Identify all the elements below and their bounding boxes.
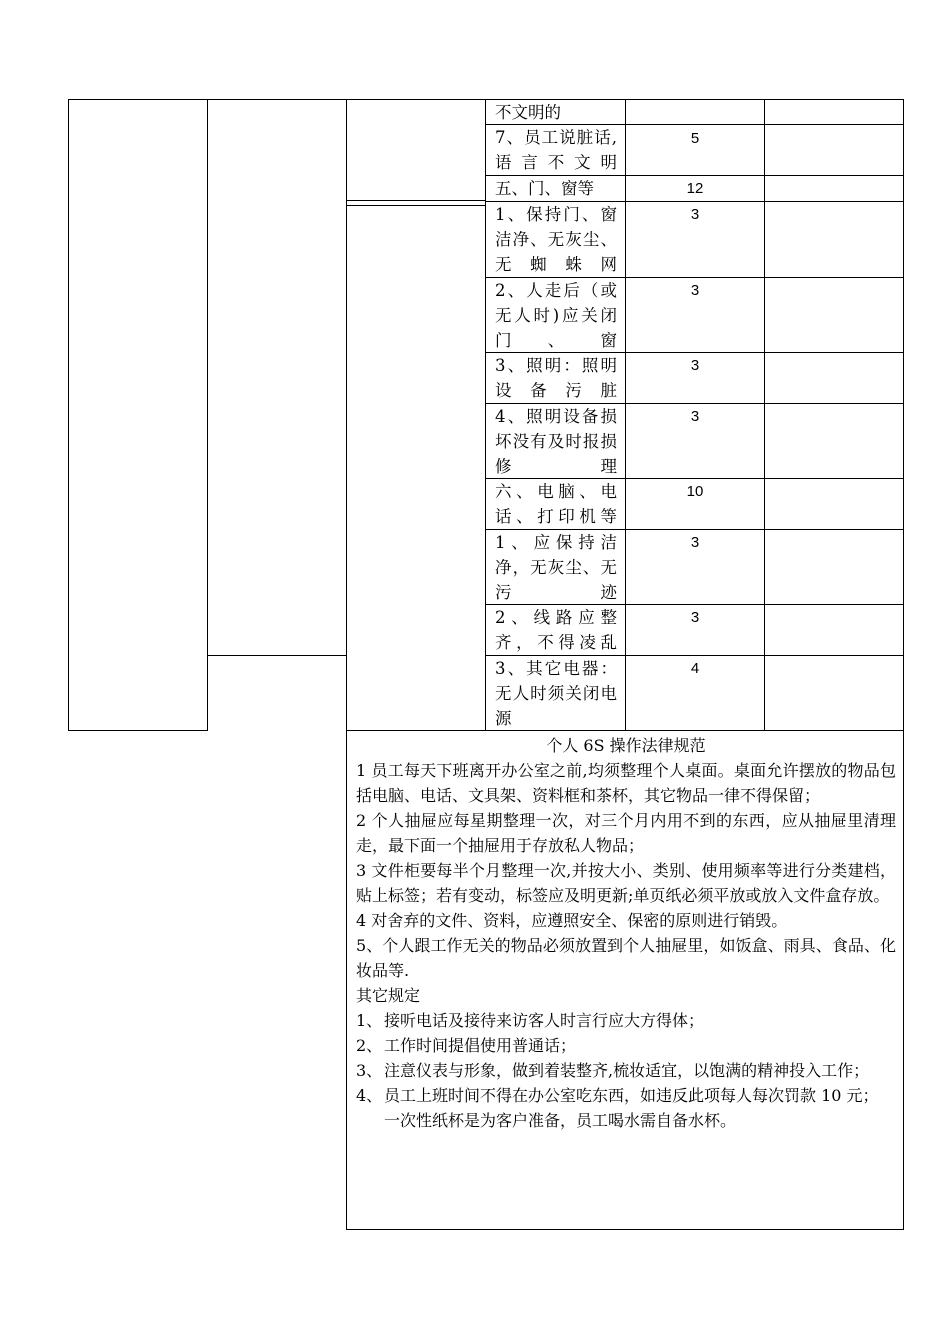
- table-item-cell: 3、其它电器：无人时须关闭电源: [495, 659, 617, 728]
- rules-paragraph: 2 个人抽屉应每星期整理一次，对三个月内用不到的东西，应从抽屉里清理走，最下面一个抽屉用于存放私人物品；: [356, 811, 896, 855]
- table-item-cell: 2、线路应整齐，不得凌乱: [495, 608, 617, 652]
- other-rules-heading: 其它规定: [356, 986, 421, 1005]
- table-item-cell: 1、应保持洁净，无灰尘、无污迹: [495, 533, 617, 602]
- closing-note: 一次性纸杯是为客户准备，员工喝水需自备水杯。: [384, 1111, 737, 1130]
- score-cell: 12: [686, 180, 704, 197]
- score-cell: 5: [690, 130, 700, 147]
- other-rule-item: 3、 注意仪表与形象，做到着装整齐,梳妆适宜，以饱满的精神投入工作；: [356, 1061, 870, 1080]
- table-item-cell: 六、电脑、电话、打印机等: [495, 482, 617, 526]
- score-cell: 3: [690, 534, 700, 551]
- rules-section: [356, 733, 896, 1133]
- table-item-cell: 7、员工说脏话,语言不文明: [495, 128, 617, 172]
- score-cell: 4: [690, 660, 700, 677]
- rules-paragraph: 3 文件柜要每半个月整理一次,并按大小、类别、使用频率等进行分类建档，贴上标签；若有变动，标签应及明更新;单页纸必须平放或放入文件盒存放。: [356, 861, 896, 905]
- table-item-cell: 五、门、窗等: [495, 179, 594, 198]
- rules-paragraph: 1 员工每天下班离开办公室之前,均须整理个人桌面。桌面允许摆放的物品包括电脑、电话、文具架、资料框和茶杯，其它物品一律不得保留；: [356, 761, 896, 805]
- rules-paragraph: 5、个人跟工作无关的物品必须放置到个人抽屉里，如饭盒、雨具、食品、化妆品等.: [356, 936, 896, 980]
- table-item-cell: 1、保持门、窗洁净、无灰尘、无蜘蛛网: [495, 205, 617, 274]
- rules-title: 个人 6S 操作法律规范: [546, 736, 706, 755]
- other-rule-item: 1、 接听电话及接待来访客人时言行应大方得体；: [356, 1011, 705, 1030]
- other-rule-item: 4、 员工上班时间不得在办公室吃东西，如违反此项每人每次罚款 10 元；: [356, 1086, 879, 1105]
- score-cell: 3: [690, 206, 700, 223]
- score-cell: 3: [690, 408, 700, 425]
- score-cell: 3: [690, 282, 700, 299]
- table-item-cell: 不文明的: [495, 103, 561, 122]
- table-item-cell: 2、人走后（或无人时)应关闭门、窗: [495, 281, 617, 350]
- score-cell: 3: [690, 357, 700, 374]
- table-item-cell: 4、照明设备损坏没有及时报损修理: [495, 407, 617, 476]
- score-cell: 3: [690, 609, 700, 626]
- score-cell: 10: [686, 483, 704, 500]
- rules-paragraph: 4 对舍弃的文件、资料，应遵照安全、保密的原则进行销毁。: [356, 911, 788, 930]
- table-item-cell: 3、照明：照明设备污脏: [495, 356, 617, 400]
- other-rule-item: 2、 工作时间提倡使用普通话；: [356, 1036, 577, 1055]
